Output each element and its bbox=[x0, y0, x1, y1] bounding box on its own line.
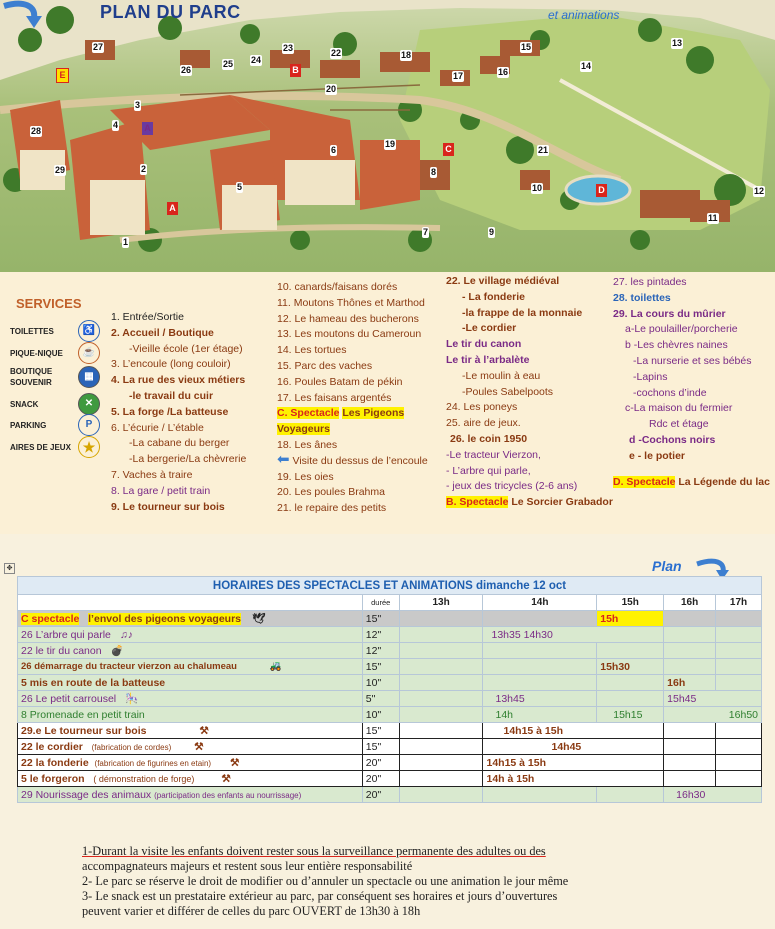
legend-item: Le tir à l’arbalète bbox=[446, 353, 530, 366]
event-detail: ( démonstration de forge) bbox=[93, 773, 195, 784]
event-duration: 12" bbox=[362, 643, 399, 659]
tractor-icon: 🚜 bbox=[269, 661, 282, 672]
note-line: 2- Le parc se réserve le droit de modifier ou d’annuler un spectacle ou une animation le jour même bbox=[82, 874, 569, 888]
footnotes bbox=[82, 844, 568, 919]
legend-section bbox=[0, 272, 775, 534]
legend-item: 15. Parc des vaches bbox=[277, 359, 373, 372]
legend-item: 16. Poules Batam de pékin bbox=[277, 375, 403, 388]
event-time: 14h45 bbox=[483, 739, 664, 755]
park-map bbox=[0, 0, 775, 272]
legend-item: 19. Les oies bbox=[277, 470, 334, 483]
event-duration: 15" bbox=[362, 611, 399, 627]
legend-item: b -Les chèvres naines bbox=[625, 339, 728, 352]
legend-item: -le travail du cuir bbox=[129, 389, 214, 402]
event-time: 15h30 bbox=[597, 659, 664, 675]
services-title: SERVICES bbox=[16, 296, 82, 311]
table-row bbox=[18, 739, 762, 755]
table-row bbox=[18, 707, 762, 723]
table-row bbox=[18, 755, 762, 771]
note-line: peuvent varier et différer de celles du parc OUVERT de 13h30 à 18h bbox=[82, 904, 421, 918]
map-pin[interactable]: 7 bbox=[423, 227, 429, 237]
map-pin[interactable]: 17 bbox=[453, 71, 464, 81]
snack-icon: ✕ bbox=[78, 393, 100, 415]
legend-item: -La cabane du berger bbox=[129, 437, 230, 450]
legend-item: - L’arbre qui parle, bbox=[446, 464, 531, 477]
map-pin[interactable]: 1 bbox=[123, 237, 129, 247]
map-pin[interactable]: 19 bbox=[385, 139, 396, 149]
legend-item: 2. Accueil / Boutique bbox=[111, 326, 214, 339]
map-pin[interactable]: 11 bbox=[708, 213, 718, 223]
map-pin[interactable]: 8 bbox=[431, 167, 437, 177]
legend-item: 26. le coin 1950 bbox=[450, 432, 528, 445]
map-pin[interactable]: 9 bbox=[489, 227, 495, 237]
zone-marker[interactable]: A bbox=[167, 202, 178, 215]
event-name: 22 le tir du canon bbox=[21, 645, 102, 657]
left-arrow-icon: ⬅ bbox=[277, 450, 290, 468]
table-row bbox=[18, 787, 762, 803]
map-pin[interactable]: 28 bbox=[31, 126, 42, 136]
event-name: 5 le forgeron bbox=[21, 772, 85, 785]
table-row bbox=[18, 611, 762, 627]
legend-item: - La fonderie bbox=[462, 290, 526, 303]
event-duration: 12" bbox=[362, 627, 399, 643]
legend-item: 11. Moutons Thônes et Marthod bbox=[277, 296, 425, 309]
legend-item: 5. La forge /La batteuse bbox=[111, 405, 229, 418]
event-name: 26 Le petit carrousel bbox=[21, 693, 117, 705]
map-pin[interactable]: 29 bbox=[55, 165, 66, 175]
legend-item: 24. Les poneys bbox=[446, 401, 518, 414]
event-extra: l’envol des pigeons voyageurs bbox=[88, 613, 242, 625]
event-time: 13h45 bbox=[483, 691, 597, 707]
map-pin[interactable]: 25 bbox=[223, 59, 234, 69]
event-time: 15h45 bbox=[664, 691, 762, 707]
park-map-illustration bbox=[0, 0, 775, 272]
cannon-icon: 💣 bbox=[110, 645, 124, 657]
note-line: 3- Le snack est un prestataire extérieur au parc, par conséquent ses horaires et jours d’ouvertures bbox=[82, 889, 558, 903]
map-pin[interactable]: 21 bbox=[538, 145, 549, 155]
event-duration: 5" bbox=[362, 691, 399, 707]
legend-item: -cochons d’inde bbox=[633, 386, 707, 399]
event-duration: 10" bbox=[362, 675, 399, 691]
legend-item: -la frappe de la monnaie bbox=[462, 306, 583, 319]
map-pin[interactable]: 12 bbox=[754, 186, 765, 196]
event-duration: 15" bbox=[362, 739, 399, 755]
toilets-icon: ♿ bbox=[78, 320, 100, 342]
event-time: 16h30 bbox=[664, 787, 762, 803]
rope-icon: ⚒ bbox=[194, 740, 204, 753]
legend-item: 21. le repaire des petits bbox=[277, 502, 387, 515]
legend-column-2 bbox=[277, 280, 428, 517]
hour-header: 15h bbox=[597, 595, 664, 611]
hour-header: 16h bbox=[664, 595, 716, 611]
legend-item: 9. Le tourneur sur bois bbox=[111, 500, 225, 513]
zone-marker[interactable]: B bbox=[290, 64, 301, 77]
event-name: 8 Promenade en petit train bbox=[18, 707, 363, 723]
legend-item: 29. La cours du mûrier bbox=[613, 307, 726, 320]
curved-arrow-icon[interactable] bbox=[0, 0, 42, 28]
event-duration: 20" bbox=[362, 787, 399, 803]
event-time: 14h15 à 15h bbox=[483, 723, 664, 739]
map-pin[interactable]: 26 bbox=[181, 65, 192, 75]
map-pin[interactable]: 20 bbox=[326, 84, 337, 94]
legend-item: 12. Le hameau des bucherons bbox=[277, 312, 419, 325]
spectacle-c-label: C. Spectacle bbox=[277, 407, 340, 420]
spectacle-b-title: Le Sorcier Grabador bbox=[511, 496, 613, 509]
map-pin[interactable]: 10 bbox=[532, 183, 543, 193]
picnic-icon: ☕ bbox=[78, 342, 100, 364]
legend-item: Le tir du canon bbox=[446, 338, 522, 351]
legend-item: a-Le poulailler/porcherie bbox=[625, 323, 738, 336]
legend-column-1 bbox=[111, 310, 246, 515]
map-pin[interactable]: 2 bbox=[141, 164, 147, 174]
spectacle-c-title: Les Pigeons bbox=[342, 407, 405, 420]
event-duration: 10" bbox=[362, 707, 399, 723]
anvil-icon: ⚒ bbox=[221, 772, 231, 785]
map-pin[interactable]: 18 bbox=[401, 50, 412, 60]
map-pin[interactable]: 16 bbox=[498, 67, 509, 77]
service-label: BOUTIQUE SOUVENIR bbox=[10, 367, 53, 387]
duration-header: durée bbox=[362, 595, 399, 611]
legend-item: 17. Les faisans argentés bbox=[277, 391, 392, 404]
service-label: PIQUE-NIQUE bbox=[10, 349, 63, 358]
schedule-section bbox=[0, 534, 775, 929]
bird-icon: 🕊 bbox=[251, 613, 266, 625]
legend-item: 13. Les moutons du Cameroun bbox=[277, 328, 422, 341]
legend-item: -Vieille école (1er étage) bbox=[129, 342, 243, 355]
legend-item: 3. L’encoule (long couloir) bbox=[111, 358, 231, 371]
map-pin[interactable]: 13 bbox=[672, 38, 683, 48]
star-icon: ★ bbox=[78, 436, 100, 458]
event-name: 22 le cordier bbox=[21, 740, 83, 753]
event-detail: (participation des enfants au nourrissage) bbox=[154, 790, 302, 800]
legend-column-4 bbox=[613, 275, 770, 490]
map-pin[interactable]: 22 bbox=[331, 48, 342, 58]
foundry-icon: ⚒ bbox=[229, 756, 240, 769]
event-name: 26 démarrage du tracteur vierzon au chalumeau bbox=[21, 661, 237, 672]
event-time: 14h à 15h bbox=[483, 771, 664, 787]
legend-item: -Le moulin à eau bbox=[462, 369, 541, 382]
event-duration: 15" bbox=[362, 723, 399, 739]
note-line: accompagnateurs majeurs et restent sous leur entière responsabilité bbox=[82, 859, 413, 873]
legend-item: e - le potier bbox=[629, 449, 686, 462]
map-title: PLAN DU PARC bbox=[100, 2, 241, 22]
spectacle-b-label: B. Spectacle bbox=[446, 496, 509, 509]
table-row bbox=[18, 627, 762, 643]
table-row bbox=[18, 723, 762, 739]
legend-item: - jeux des tricycles (2-6 ans) bbox=[446, 480, 578, 493]
service-label: PARKING bbox=[10, 421, 47, 430]
event-name: 26 L’arbre qui parle bbox=[21, 628, 111, 641]
map-pin[interactable]: 23 bbox=[283, 43, 294, 53]
map-pin[interactable]: 6 bbox=[331, 145, 337, 155]
legend-item: c-La maison du fermier bbox=[625, 402, 733, 415]
spectacle-d-label: D. Spectacle bbox=[613, 475, 676, 488]
legend-item: 10. canards/faisans dorés bbox=[277, 281, 398, 293]
table-row bbox=[18, 643, 762, 659]
legend-item: 14. Les tortues bbox=[277, 344, 347, 357]
legend-item: 7. Vaches à traire bbox=[111, 468, 193, 481]
event-time: 13h35 14h30 bbox=[483, 627, 664, 643]
map-pin[interactable]: 14 bbox=[581, 61, 592, 71]
legend-column-3 bbox=[446, 274, 613, 511]
legend-item: -La nurserie et ses bébés bbox=[633, 354, 752, 367]
event-time: 16h bbox=[664, 675, 716, 691]
event-name: C spectacle bbox=[21, 613, 80, 625]
event-time: 15h15 bbox=[597, 707, 664, 723]
legend-item: 6. L’écurie / L’étable bbox=[111, 421, 204, 434]
event-name: 29 Nourissage des animaux bbox=[21, 788, 152, 801]
table-row bbox=[18, 771, 762, 787]
map-pin[interactable]: 27 bbox=[93, 42, 104, 52]
hour-header: 17h bbox=[716, 595, 762, 611]
carousel-icon: 🎠 bbox=[125, 693, 139, 705]
legend-item: -Lapins bbox=[633, 370, 668, 383]
legend-item: 8. La gare / petit train bbox=[111, 484, 211, 497]
music-notes-icon: ♫♪ bbox=[119, 628, 133, 641]
zone-marker[interactable]: E bbox=[56, 68, 69, 83]
map-pin[interactable]: 15 bbox=[521, 42, 532, 52]
map-pin[interactable]: 3 bbox=[135, 100, 141, 110]
legend-item: Rdc et étage bbox=[649, 418, 709, 431]
animations-link[interactable]: et animations bbox=[548, 8, 620, 22]
table-row bbox=[18, 675, 762, 691]
zone-marker[interactable]: D bbox=[596, 184, 607, 197]
zone-marker[interactable]: C bbox=[443, 143, 454, 156]
event-time: 14h bbox=[483, 707, 597, 723]
legend-item: 25. aire de jeux. bbox=[446, 417, 521, 430]
schedule-table bbox=[17, 576, 762, 803]
event-time: 14h15 à 15h bbox=[483, 755, 664, 771]
legend-item: -Le tracteur Vierzon, bbox=[446, 448, 541, 461]
service-label: SNACK bbox=[10, 400, 39, 409]
woodturning-icon: ⚒ bbox=[199, 724, 209, 737]
event-time: 15h bbox=[597, 611, 664, 627]
event-duration: 15" bbox=[362, 659, 399, 675]
map-pin[interactable]: 5 bbox=[237, 182, 243, 192]
service-label: AIRES DE JEUX bbox=[10, 443, 71, 452]
legend-item: 20. Les poules Brahma bbox=[277, 486, 385, 499]
shop-icon: ▦ bbox=[78, 366, 100, 388]
event-time: 16h50 bbox=[664, 707, 762, 723]
legend-item: -Poules Sabelpoots bbox=[462, 385, 554, 398]
event-duration: 20" bbox=[362, 755, 399, 771]
legend-item: -La bergerie/La chèvrerie bbox=[129, 453, 247, 466]
map-pin[interactable]: 4 bbox=[113, 120, 119, 130]
legend-item: Visite du dessus de l’encoule bbox=[292, 454, 428, 467]
zone-marker[interactable]: A bbox=[142, 122, 153, 135]
legend-item: d -Cochons noirs bbox=[629, 433, 716, 446]
event-name: 5 mis en route de la batteuse bbox=[18, 675, 363, 691]
event-name: 29.e Le tourneur sur bois bbox=[21, 724, 147, 737]
table-row bbox=[18, 659, 762, 675]
spectacle-c-title-cont: Voyageurs bbox=[277, 423, 330, 436]
legend-item: 22. Le village médiéval bbox=[446, 275, 560, 287]
note-line: 1-Durant la visite les enfants doivent rester sous la surveillance permanente des adultes ou des bbox=[82, 844, 546, 858]
event-detail: (fabrication de figurines en etain) bbox=[94, 758, 212, 768]
legend-item: -Le cordier bbox=[462, 322, 517, 335]
legend-item: 18. Les ânes bbox=[277, 438, 338, 451]
plan-link[interactable]: Plan bbox=[652, 558, 682, 574]
event-detail: (fabrication de cordes) bbox=[91, 742, 172, 752]
parking-icon: P bbox=[78, 414, 100, 436]
move-handle-icon[interactable]: ✥ bbox=[4, 563, 15, 574]
map-pin[interactable]: 24 bbox=[251, 55, 262, 65]
hour-header: 14h bbox=[483, 595, 597, 611]
legend-item: 28. toilettes bbox=[613, 291, 671, 304]
hour-header: 13h bbox=[399, 595, 483, 611]
schedule-title: HORAIRES DES SPECTACLES ET ANIMATIONS dimanche 12 oct bbox=[18, 577, 762, 595]
spectacle-d-title: La Légende du lac bbox=[678, 475, 770, 488]
legend-item: 1. Entrée/Sortie bbox=[111, 311, 184, 323]
service-label: TOILETTES bbox=[10, 327, 54, 336]
event-duration: 20" bbox=[362, 771, 399, 787]
legend-item: 4. La rue des vieux métiers bbox=[111, 374, 246, 387]
legend-item: 27. les pintades bbox=[613, 276, 687, 288]
event-name: 22 la fonderie bbox=[21, 756, 89, 769]
table-row bbox=[18, 691, 762, 707]
